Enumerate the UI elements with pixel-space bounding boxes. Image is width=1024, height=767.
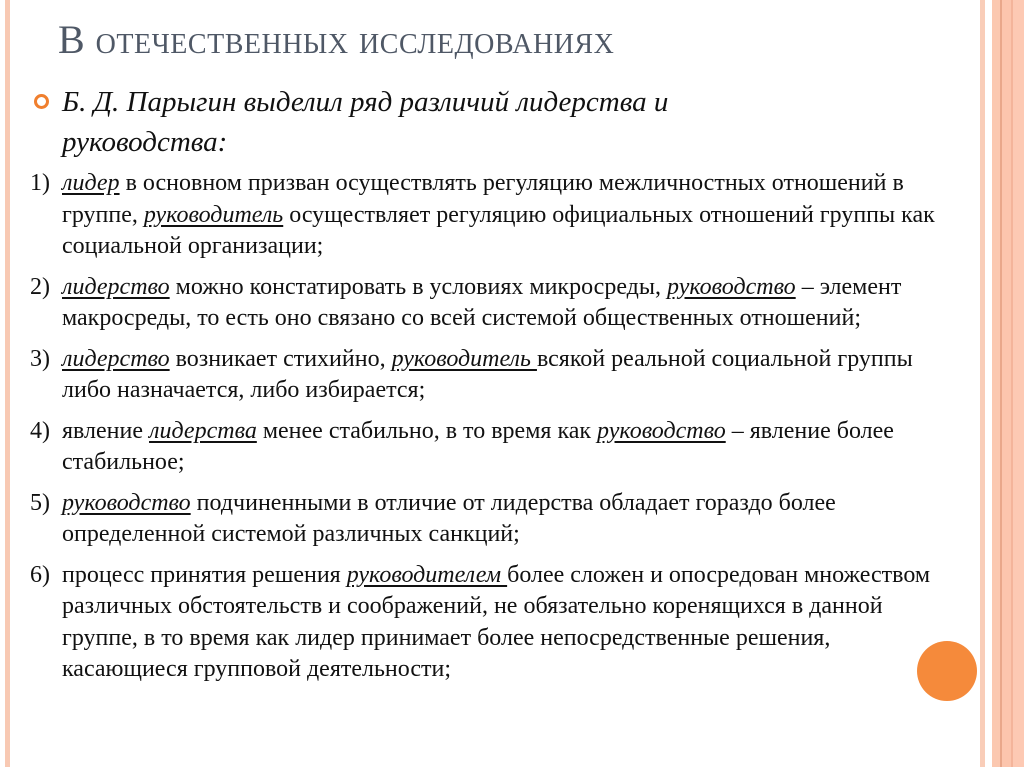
emphasized-term: лидерства [149, 417, 257, 444]
right-decorative-stripes [980, 0, 1024, 767]
item-text: можно констатировать в условиях микросреды, [169, 273, 668, 300]
emphasized-term: руководителем [346, 561, 508, 588]
list-item [30, 272, 950, 335]
emphasized-term: лидер [62, 170, 120, 196]
item-text: менее стабильно, в то время как [256, 417, 598, 444]
emphasized-term: руководство [62, 489, 191, 516]
item-text: осуществляет регуляцию официальных отношений группы как социальной организации; [62, 201, 935, 259]
item-text: более сложен и опосредован множеством различных обстоятельств и соображений, не обязательно коренящихся в данной группе, в то время как лидер принимает более непосредственные решения, касающиеся групповой деятельности; [62, 561, 931, 682]
ring-bullet-icon [34, 94, 49, 109]
item-text: – явление более стабильное; [62, 417, 894, 475]
differences-list [30, 168, 950, 695]
emphasized-term: руководство [597, 417, 726, 444]
stripe [1013, 0, 1024, 767]
item-text: явление [62, 417, 150, 444]
list-item [30, 416, 950, 479]
stripe [985, 0, 992, 767]
slide-subtitle: Б. Д. Парыгин выделил ряд различий лидерства и руководства: [62, 86, 669, 158]
stripe [992, 0, 1000, 767]
item-number: 1) [30, 170, 50, 196]
emphasized-term: лидерство [62, 273, 170, 300]
orange-circle-decoration [917, 641, 977, 701]
item-number: 2) [30, 273, 50, 300]
item-text: в основном призван осуществлять регуляцию межличностных отношений в группе, [62, 170, 904, 228]
list-item [30, 488, 950, 551]
emphasized-term: руководство [667, 273, 796, 300]
item-number: 5) [30, 489, 50, 516]
list-item [30, 560, 950, 686]
stripe [1002, 0, 1011, 767]
item-text: процесс принятия решения [62, 561, 347, 588]
item-number: 3) [30, 345, 50, 372]
item-text: подчиненными в отличие от лидерства обладает гораздо более определенной системой различных санкций; [62, 489, 836, 547]
emphasized-term: руководитель [391, 345, 537, 372]
list-item [30, 344, 950, 407]
slide-title: В отечественных исследованиях [58, 17, 615, 62]
emphasized-term: руководитель [143, 201, 284, 228]
list-item [30, 168, 950, 263]
item-text: возникает стихийно, [169, 345, 392, 372]
item-number: 4) [30, 417, 50, 444]
item-text: – элемент макросреды, то есть оно связано со всей системой общественных отношений; [62, 273, 902, 331]
left-border-line [5, 0, 10, 767]
item-text: всякой реальной социальной группы либо назначается, либо избирается; [62, 345, 913, 403]
emphasized-term: лидерство [62, 345, 170, 372]
item-number: 6) [30, 561, 50, 588]
